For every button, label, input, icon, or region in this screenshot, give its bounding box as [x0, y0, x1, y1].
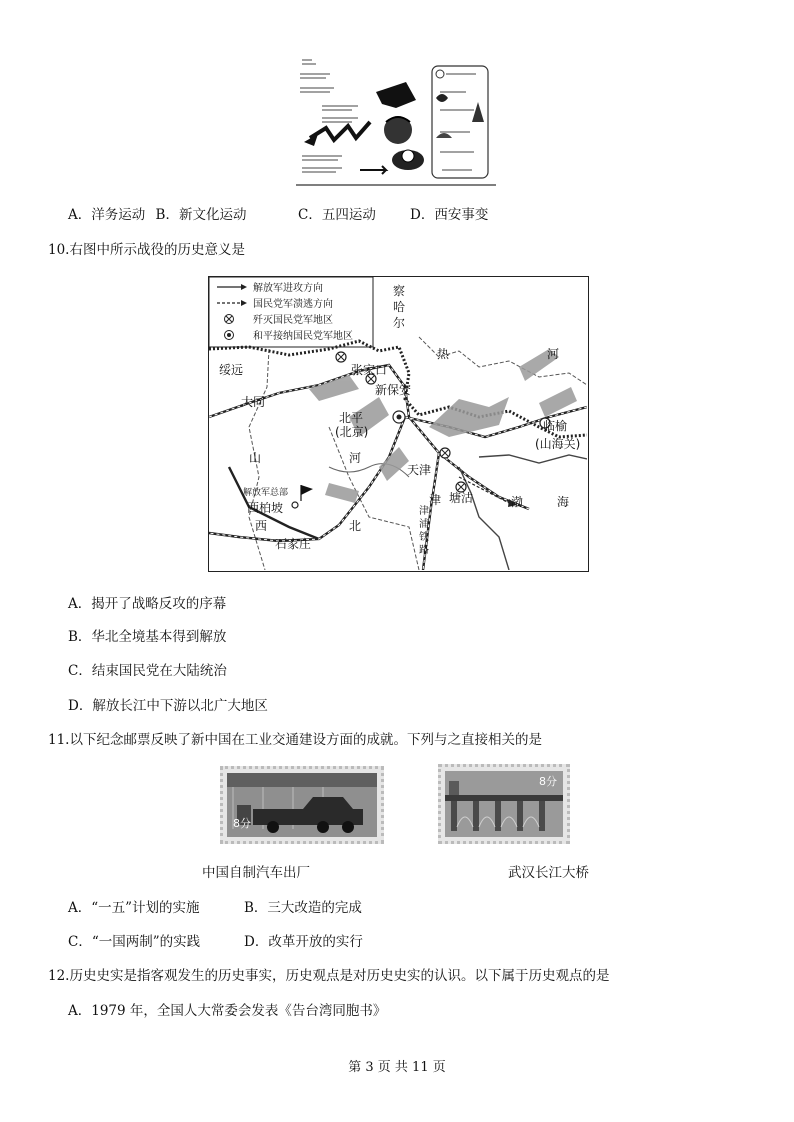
map-label-xibaipo: 西柏坡	[247, 501, 284, 515]
q11-stem: 11.以下纪念邮票反映了新中国在工业交通建设方面的成就。下列与之直接相关的是	[48, 732, 542, 748]
q11-option-c: C．“一国两制”的实践	[68, 934, 201, 950]
battle-map	[208, 276, 589, 572]
q12-stem: 12.历史史实是指客观发生的历史事实，历史观点是对历史史实的认识。以下属于历史观点的是	[48, 968, 610, 984]
map-label-tianjin: 天津	[407, 463, 432, 477]
map-label-suiyuan: 绥远	[219, 363, 244, 377]
q11-option-b: B．三大改造的完成	[244, 900, 362, 916]
map-label-tanggu: 塘沽	[449, 491, 474, 505]
q10-option-b: B．华北全境基本得到解放	[68, 629, 227, 645]
stamp-car	[220, 766, 384, 844]
map-label-linyu: 临榆	[543, 419, 568, 433]
q9-option-d: D．西安事变	[410, 207, 489, 223]
cartoon-illustration	[296, 52, 496, 187]
map-label-jinpu: 津浦铁路	[419, 506, 429, 556]
map-label-re: 热	[437, 347, 450, 361]
stamp-bridge	[438, 764, 570, 844]
map-label-chahaer: 察哈尔	[393, 284, 406, 330]
legend-peaceful: 和平接纳国民党军地区	[253, 331, 353, 342]
q9-option-b: B．新文化运动	[155, 207, 247, 223]
map-label-shan: 山	[249, 451, 262, 465]
map-label-datong: 大同	[241, 395, 266, 409]
stamp-bridge-value: 8分	[539, 775, 557, 788]
q10-stem: 10.右图中所示战役的历史意义是	[48, 242, 245, 258]
map-label-he2: 河	[349, 451, 362, 465]
q10-option-a: A．揭开了战略反攻的序幕	[68, 596, 227, 612]
map-label-beiping: 北平	[339, 411, 364, 425]
stamp-car-caption: 中国自制汽车出厂	[202, 865, 310, 881]
map-label-he1: 河	[547, 347, 560, 361]
page-footer: 第 3 页 共 11 页	[348, 1060, 446, 1075]
map-label-hq: 解放军总部	[243, 488, 289, 498]
stamp-bridge-caption: 武汉长江大桥	[508, 865, 589, 881]
legend-retreat: 国民党军溃逃方向	[253, 299, 333, 310]
map-label-bei: 北	[349, 519, 362, 533]
q9-option-a: A．洋务运动	[68, 207, 146, 223]
map-label-jin: 津	[429, 493, 442, 507]
map-label-xinbaoan: 新保安	[375, 383, 412, 397]
q12-option-a: A．1979 年，全国人大常委会发表《告台湾同胞书》	[68, 1003, 387, 1019]
map-label-shanhaiguan: (山海关)	[535, 437, 581, 451]
stamp-car-value: 8分	[233, 817, 251, 830]
legend-annihilated: 歼灭国民党军地区	[253, 315, 333, 326]
map-label-bohai2: 海	[557, 495, 570, 509]
q11-option-d: D．改革开放的实行	[244, 934, 363, 950]
map-label-shijiazhuang: 石家庄	[275, 537, 312, 551]
q10-option-c: C．结束国民党在大陆统治	[68, 663, 227, 679]
q10-option-d: D．解放长江中下游以北广大地区	[68, 698, 268, 714]
q9-option-c: C．五四运动	[298, 207, 376, 223]
map-label-beijing: (北京)	[335, 425, 369, 439]
map-label-xi: 西	[255, 519, 268, 533]
map-label-zhangjiakou: 张家口	[351, 363, 388, 377]
q11-option-a: A．“一五”计划的实施	[68, 900, 200, 916]
legend-attack: 解放军进攻方向	[253, 283, 323, 294]
map-label-bohai1: 渤	[511, 495, 524, 509]
